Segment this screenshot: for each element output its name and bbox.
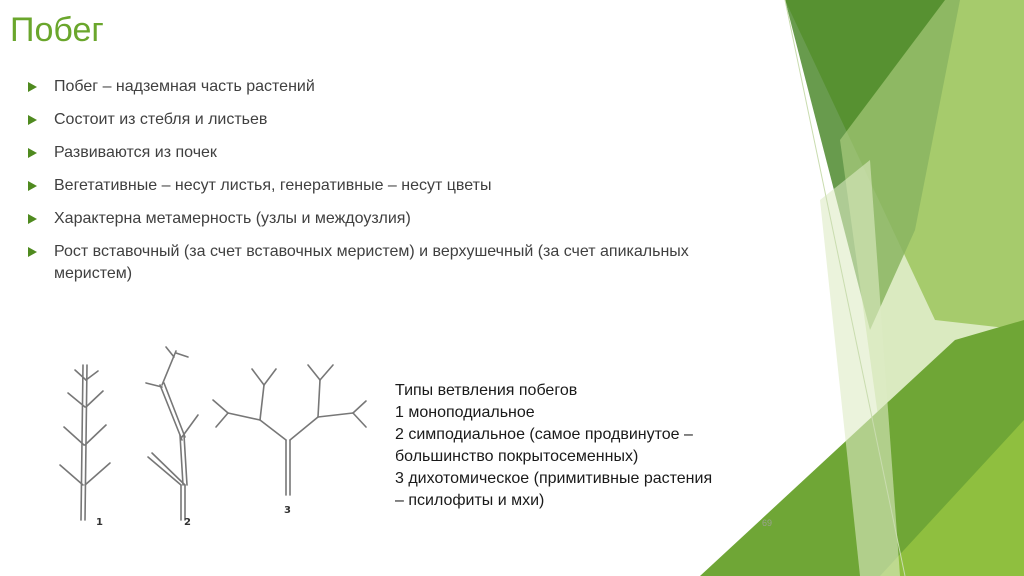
dichotomous-branch-drawing (213, 365, 366, 495)
bullet-arrow-icon (28, 148, 37, 158)
figure-label-3: 3 (284, 505, 291, 516)
bullet-text: Рост вставочный (за счет вставочных меристем) и верхушечный (за счет апикальных меристем) (54, 243, 689, 282)
bullet-item (28, 142, 748, 164)
caption-line: – псилофиты и мхи) (395, 492, 545, 509)
bullet-list (28, 76, 748, 296)
caption-line: 3 дихотомическое (примитивные растения (395, 470, 713, 487)
bullet-arrow-icon (28, 82, 37, 92)
bullet-item (28, 208, 748, 230)
bullet-item (28, 109, 748, 131)
bullet-text: Состоит из стебля и листьев (54, 111, 268, 128)
monopodial-branch-drawing (60, 365, 110, 520)
caption-line: 1 моноподиальное (395, 404, 535, 421)
caption-line: большинство покрытосеменных) (395, 448, 639, 465)
caption-line: Типы ветвления побегов (395, 382, 578, 399)
sympodial-branch-drawing (146, 347, 198, 520)
figure-label-1: 1 (96, 517, 103, 528)
bullet-arrow-icon (28, 115, 37, 125)
caption-line: 2 симподиальное (самое продвинутое – (395, 426, 693, 443)
page-number: 69 (762, 518, 773, 528)
bullet-arrow-icon (28, 181, 37, 191)
bullet-text: Вегетативные – несут листья, генеративные – несут цветы (54, 177, 492, 194)
bullet-arrow-icon (28, 247, 37, 257)
branching-caption (395, 380, 790, 512)
bullet-item (28, 241, 748, 285)
bullet-item (28, 175, 748, 197)
bullet-text: Развиваются из почек (54, 144, 217, 161)
branching-diagram (48, 345, 378, 535)
bullet-item (28, 76, 748, 98)
bullet-text: Характерна метамерность (узлы и междоузлия) (54, 210, 411, 227)
bullet-arrow-icon (28, 214, 37, 224)
figure-label-2: 2 (184, 517, 191, 528)
bullet-text: Побег – надземная часть растений (54, 78, 315, 95)
slide-title: Побег (10, 11, 104, 49)
